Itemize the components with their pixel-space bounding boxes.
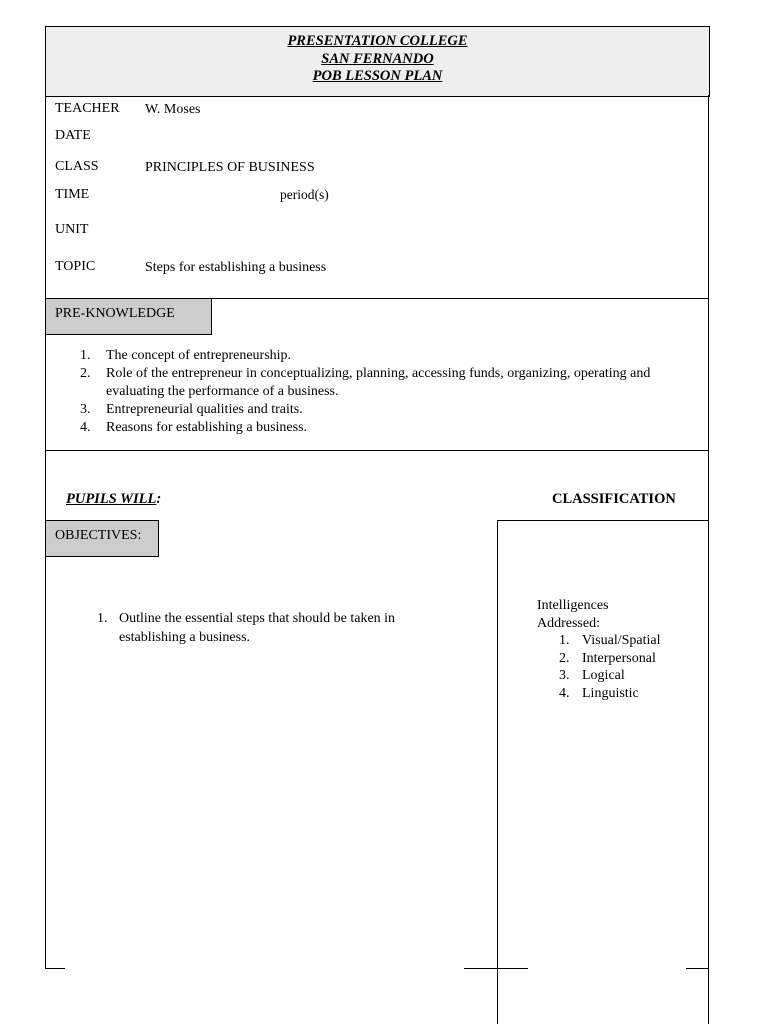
list-item-number: 4.: [559, 685, 570, 701]
classification-top-border: [497, 520, 709, 521]
list-item-number: 1.: [559, 633, 570, 648]
class-value: PRINCIPLES OF BUSINESS: [145, 160, 315, 175]
pre-knowledge-divider: [45, 450, 709, 451]
list-item-number: 4.: [80, 420, 91, 435]
list-item: [97, 609, 437, 647]
objectives-list: [97, 609, 437, 647]
topic-label: TOPIC: [55, 259, 96, 274]
list-item-text: Reasons for establishing a business.: [106, 420, 308, 435]
list-item-text: Entrepreneurial qualities and traits.: [106, 402, 303, 417]
intelligences-subtitle: Addressed:: [537, 615, 600, 631]
pre-knowledge-list: [80, 347, 700, 437]
list-item-text: Linguistic: [582, 685, 639, 701]
intelligences-title: Intelligences: [537, 598, 609, 613]
teacher-value: W. Moses: [145, 102, 201, 117]
list-item-text: Interpersonal: [582, 650, 656, 666]
school-location: SAN FERNANDO: [321, 50, 434, 67]
list-item: [559, 632, 660, 650]
list-item-number: 2.: [80, 366, 91, 381]
list-item-text: Outline the essential steps that should be taken in establishing a business.: [119, 611, 396, 645]
list-item-text: The concept of entrepreneurship.: [106, 348, 292, 363]
time-value: period(s): [280, 187, 329, 202]
school-name: PRESENTATION COLLEGE: [287, 33, 468, 49]
topic-value: Steps for establishing a business: [145, 260, 327, 275]
list-item: [80, 365, 700, 401]
list-item-text: Logical: [582, 668, 625, 683]
unit-label: UNIT: [55, 222, 89, 237]
classification-heading: CLASSIFICATION: [552, 491, 676, 507]
intelligences-block: [537, 597, 660, 702]
list-item-text: Visual/Spatial: [582, 633, 661, 648]
intelligences-list: [559, 632, 660, 702]
crop-mark-right: [686, 968, 709, 969]
list-item: [559, 685, 660, 703]
list-item: [80, 401, 700, 419]
pupils-will-text: PUPILS WILL: [66, 491, 157, 507]
pre-knowledge-heading: PRE-KNOWLEDGE: [45, 298, 212, 335]
plan-title: POB LESSON PLAN: [312, 68, 443, 84]
list-item: [80, 347, 700, 365]
crop-mark-left: [45, 968, 65, 969]
list-item-text: Role of the entrepreneur in conceptualizing, planning, accessing funds, organizing, operating and evaluating the performance of a business.: [106, 366, 651, 399]
class-label: CLASS: [55, 159, 99, 174]
list-item: [559, 667, 660, 685]
teacher-label: TEACHER: [55, 101, 120, 116]
list-item-number: 2.: [559, 650, 570, 666]
lesson-plan-header: [45, 26, 710, 97]
right-border: [708, 95, 709, 1024]
date-label: DATE: [55, 128, 91, 143]
list-item-number: 3.: [80, 402, 91, 417]
objectives-heading: OBJECTIVES:: [45, 520, 159, 557]
list-item-number: 3.: [559, 668, 570, 683]
crop-mark-center: [464, 968, 528, 969]
list-item: [559, 650, 660, 668]
time-label: TIME: [55, 187, 90, 202]
list-item-number: 1.: [97, 611, 108, 626]
classification-left-border: [497, 520, 498, 1024]
pupils-will-colon: :: [156, 491, 162, 507]
list-item: [80, 419, 700, 437]
pupils-will-heading: [66, 491, 161, 508]
list-item-number: 1.: [80, 348, 91, 363]
